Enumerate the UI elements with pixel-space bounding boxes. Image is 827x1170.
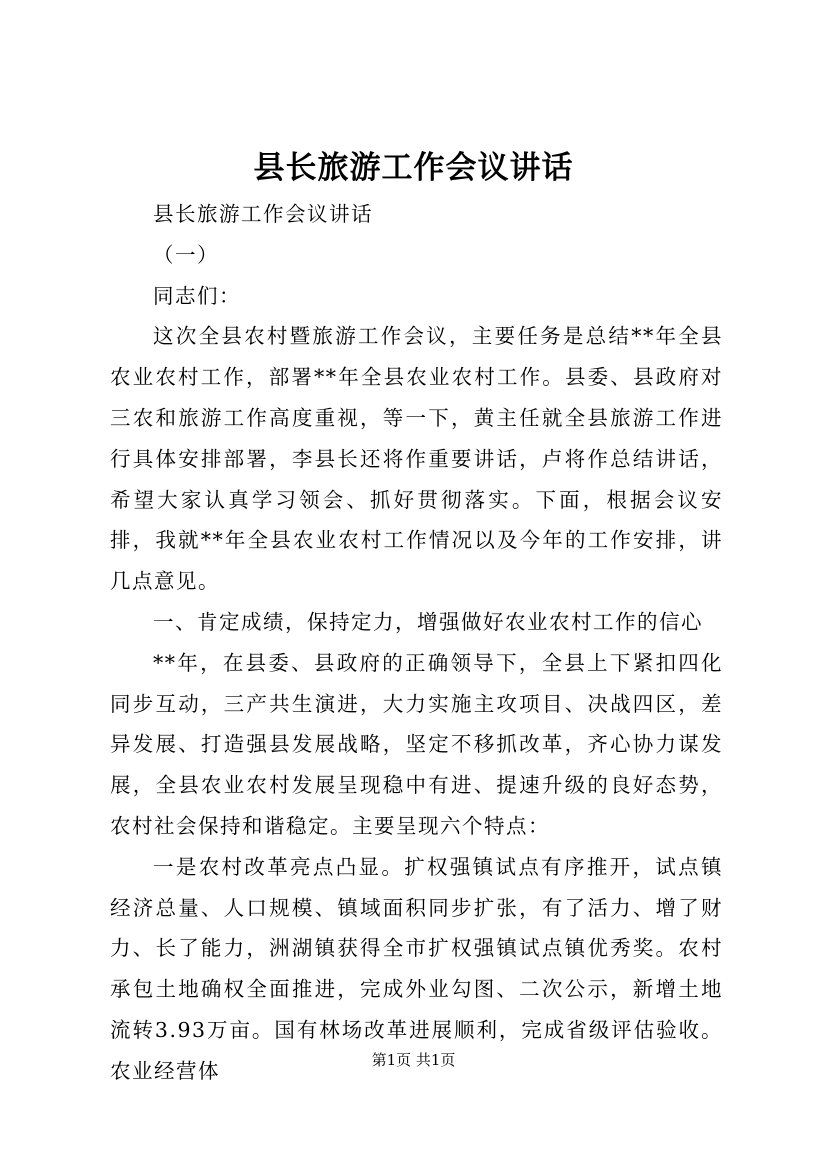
paragraph-subtitle: 县长旅游工作会议讲话 [153,202,374,226]
paragraph-heading-1: 一、肯定成绩，保持定力，增强做好农业农村工作的信心 [153,609,704,634]
page-footer: 第1页 共1页 [371,1051,456,1069]
paragraph-salutation: 同志们： [153,283,242,308]
document-title: 县长旅游工作会议讲话 [253,150,574,186]
paragraph-section-number: （一） [153,242,220,267]
paragraph-intro: 这次全县农村暨旅游工作会议，主要任务是总结**年全县农业农村工作，部署**年全县农业农村工作。县委、县政府对三农和旅游工作高度重视，等一下，黄主任就全县旅游工作进行具体安排部署，李县长还将作重要讲话，卢将作总结讲话，希望大家认真学习领会、抓好贯彻落实。下面，根据会议安排，我就**年全县农业农村工作情况以及今年的工作安排，讲几点意见。 [110,324,723,594]
paragraph-point-1: 一是农村改革亮点凸显。扩权强镇试点有序推开，试点镇经济总量、人口规模、镇域面积同步扩张，有了活力、增了财力、长了能力，洲湖镇获得全市扩权强镇试点镇优秀奖。农村承包土地确权全面推进，完成外业勾图、二次公示，新增土地流转3.93万亩。国有林场改革进展顺利，完成省级评估验收。农业经营体 [110,854,723,1083]
document-body [110,194,723,1092]
paragraph-overview: **年，在县委、县政府的正确领导下，全县上下紧扣四化同步互动，三产共生演进，大力实施主攻项目、决战四区，差异发展、打造强县发展战略，坚定不移抓改革，齐心协力谋发展，全县农业农村发展呈现稳中有进、提速升级的良好态势，农村社会保持和谐稳定。主要呈现六个特点： [110,650,723,838]
